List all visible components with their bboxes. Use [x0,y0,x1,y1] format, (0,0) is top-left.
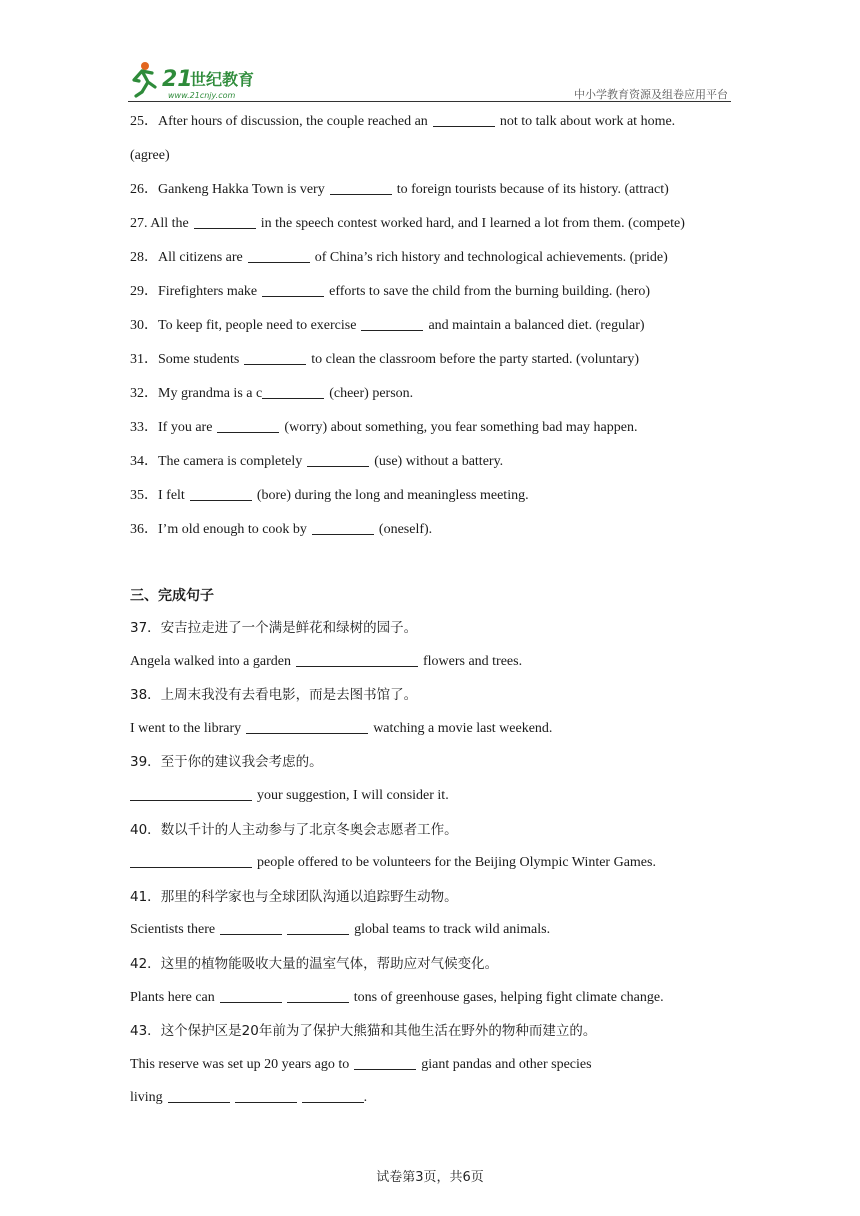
question-34 [130,445,732,479]
answer-blank[interactable] [190,486,252,501]
question-39-english [130,779,732,813]
question-text: 这里的植物能吸收大量的温室气体，帮助应对气候变化。 [160,955,499,972]
question-text: If you are [158,420,213,435]
answer-blank[interactable] [130,853,252,868]
answer-blank[interactable] [220,920,282,935]
answer-blank[interactable] [130,786,252,801]
answer-blank[interactable] [361,316,423,331]
answer-blank[interactable] [330,180,392,195]
question-hint: (agree) [130,148,170,163]
question-29 [130,275,732,309]
question-number: 31． [130,352,158,367]
question-25-continued [130,139,732,173]
answer-blank[interactable] [262,384,324,399]
question-text: To keep fit, people need to exercise [158,318,357,333]
question-27 [130,207,732,241]
question-text: giant pandas and other species [421,1056,592,1072]
question-38-chinese [130,678,732,712]
question-text: Plants here can [130,989,215,1005]
question-26 [130,173,732,207]
question-40-english [130,846,732,880]
question-text: Angela walked into a garden [130,653,291,669]
question-text: (worry) about something, you fear something bad may happen. [284,420,638,435]
question-number: 25． [130,114,158,129]
question-38-english [130,712,732,746]
answer-blank[interactable] [287,920,349,935]
question-text: All the [150,216,189,231]
question-31 [130,343,732,377]
answer-blank[interactable] [354,1055,416,1070]
exam-content [130,105,732,1115]
question-text: (bore) during the long and meaningless meeting. [256,488,529,503]
question-text: My grandma is a c [158,386,263,401]
question-43-chinese [130,1014,732,1048]
question-40-chinese [130,813,732,847]
question-text: flowers and trees. [422,653,523,669]
question-text: Scientists there [130,922,216,938]
svg-text:世纪教育: 世纪教育 [190,70,255,89]
question-text: 那里的科学家也与全球团队沟通以追踪野生动物。 [160,888,458,905]
answer-blank[interactable] [235,1088,297,1103]
question-42-chinese [130,947,732,981]
question-text: 上周末我没有去看电影，而是去图书馆了。 [160,687,418,704]
question-text: living [130,1090,163,1106]
brand-url: www.21cnjy.com [168,91,236,100]
question-text: 38． [130,687,161,704]
question-41-english [130,913,732,947]
question-number: 28． [130,250,158,265]
question-number: 29． [130,284,158,299]
question-41-chinese [130,880,732,914]
logo-21cnjy [128,60,268,102]
question-number: 30． [130,318,158,333]
question-text: not to talk about work at home. [499,114,676,129]
question-number: 27. [130,216,151,231]
question-text: 43． [130,1023,161,1040]
question-number: 33． [130,420,158,435]
question-text: After hours of discussion, the couple reached an [158,114,428,129]
question-36 [130,513,732,547]
platform-title: 中小学教育资源及组卷应用平台 [574,88,728,101]
question-text: 37． [130,620,161,636]
header-divider [128,101,731,102]
answer-blank[interactable] [194,214,256,229]
answer-blank[interactable] [248,248,310,263]
question-32 [130,377,732,411]
question-text: I felt [158,488,185,503]
question-text: 安吉拉走进了一个满是鲜花和绿树的园子。 [160,620,418,636]
question-text: The camera is completely [158,454,303,469]
question-text: Firefighters make [158,284,258,299]
question-28 [130,241,732,275]
question-text: tons of greenhouse gases, helping fight climate change. [353,989,664,1005]
page-footer: 试卷第3页，共6页 [376,1170,484,1185]
question-text: 39． [130,754,161,771]
svg-text:21: 21 [162,67,193,92]
section-heading: 三、完成句子 [130,588,214,604]
question-text: . [363,1090,368,1106]
question-text: of China’s rich history and technological achievements. (pride) [314,250,668,265]
answer-blank[interactable] [302,1088,364,1103]
answer-blank[interactable] [246,719,368,734]
question-number: 36． [130,522,158,537]
answer-blank[interactable] [244,350,306,365]
question-number: 35． [130,488,158,503]
question-37-english [130,645,732,679]
answer-blank[interactable] [287,988,349,1003]
question-text: This reserve was set up 20 years ago to [130,1056,350,1072]
question-text: your suggestion, I will consider it. [257,787,449,803]
question-text: 40． [130,821,161,838]
question-number: 32． [130,386,158,401]
answer-blank[interactable] [217,418,279,433]
question-text: watching a movie last weekend. [373,720,553,736]
question-text: (use) without a battery. [374,454,504,469]
question-43-english [130,1048,732,1082]
answer-blank[interactable] [307,452,369,467]
answer-blank[interactable] [433,112,495,127]
question-43-english-continued [130,1081,732,1115]
question-text: I went to the library [130,720,242,736]
page-header [0,0,860,104]
question-33 [130,411,732,445]
question-number: 26． [130,182,158,197]
answer-blank[interactable] [296,652,418,667]
answer-blank[interactable] [168,1088,230,1103]
question-text: global teams to track wild animals. [354,922,551,938]
question-text: 这个保护区是20年前为了保护大熊猫和其他生活在野外的物种而建立的。 [160,1023,597,1040]
question-text: in the speech contest worked hard, and I learned a lot from them. (compete) [260,216,685,231]
question-42-english [130,981,732,1015]
question-37-chinese [130,611,732,645]
question-text: (cheer) person. [329,386,414,401]
question-text: 42． [130,955,161,972]
question-25 [130,105,732,139]
question-text: and maintain a balanced diet. (regular) [428,318,645,333]
question-text: I’m old enough to cook by [158,522,307,537]
question-35 [130,479,732,513]
question-text: Some students [158,352,240,367]
question-text: 至于你的建议我会考虑的。 [160,754,323,771]
question-text: efforts to save the child from the burning building. (hero) [329,284,651,299]
answer-blank[interactable] [312,520,374,535]
answer-blank[interactable] [220,988,282,1003]
question-number: 34． [130,454,158,469]
answer-blank[interactable] [262,282,324,297]
question-text: 41． [130,888,161,905]
question-text: All citizens are [158,250,243,265]
question-text: people offered to be volunteers for the Beijing Olympic Winter Games. [257,855,656,871]
question-text: Gankeng Hakka Town is very [158,182,325,197]
question-text: 数以千计的人主动参与了北京冬奥会志愿者工作。 [160,821,458,838]
question-text: to clean the classroom before the party started. (voluntary) [311,352,639,367]
question-text: to foreign tourists because of its history. (attract) [396,182,669,197]
question-30 [130,309,732,343]
question-text: (oneself). [378,522,433,537]
question-39-chinese [130,745,732,779]
